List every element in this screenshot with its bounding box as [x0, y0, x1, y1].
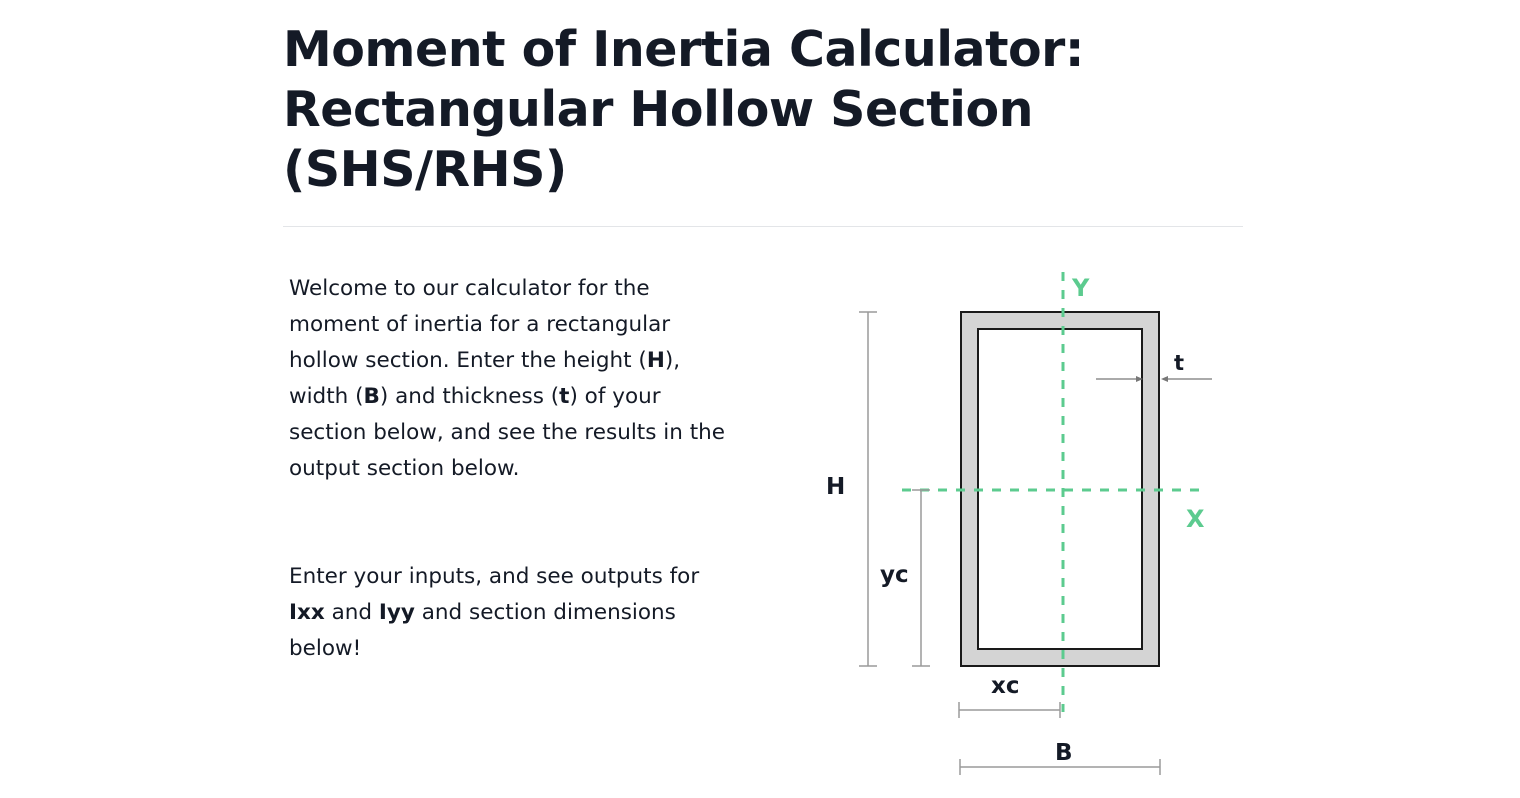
height-symbol: H: [646, 348, 665, 373]
intro-text-1: Welcome to our calculator for the moment of inertia for a rectangular hollow section. Enter the height (: [289, 276, 671, 373]
intro-text-4: ) of your section below, and see the results in the output section below.: [289, 384, 725, 481]
height-label: H: [826, 474, 846, 500]
inner-void: [978, 329, 1142, 649]
instructions-paragraph: [289, 559, 739, 667]
intro-paragraph: [289, 271, 739, 487]
iyy-label: Iyy: [378, 600, 415, 625]
y-axis-label: Y: [1072, 274, 1090, 302]
intro-text-3: ) and thickness (: [379, 384, 560, 409]
width-symbol: B: [363, 384, 380, 409]
centroid-x-label: xc: [991, 673, 1020, 699]
instructions-text-3: and section dimensions below!: [289, 600, 676, 661]
page-title-line-1: Moment of Inertia Calculator:: [283, 21, 1084, 78]
page-title-line-3: (SHS/RHS): [283, 141, 567, 198]
height-dimension: [859, 312, 877, 666]
hollow-section: [961, 312, 1159, 666]
centroid-x-dimension: [959, 702, 1060, 718]
centroid-y-label: yc: [880, 562, 909, 588]
title-divider: [283, 226, 1243, 227]
thickness-label: t: [1174, 351, 1185, 375]
section-diagram: [800, 262, 1240, 784]
width-label: B: [1055, 740, 1073, 766]
x-axis-label: X: [1186, 505, 1205, 533]
thickness-symbol: t: [559, 384, 570, 409]
intro-text-2: ), width (: [289, 348, 681, 409]
page-title-line-2: Rectangular Hollow Section: [283, 81, 1034, 138]
instructions-text-2: and: [324, 600, 379, 625]
instructions-text-1: Enter your inputs, and see outputs for: [289, 564, 700, 589]
ixx-label: Ixx: [289, 600, 325, 625]
centroid-y-dimension: [912, 490, 930, 666]
page-title: [283, 20, 1243, 200]
